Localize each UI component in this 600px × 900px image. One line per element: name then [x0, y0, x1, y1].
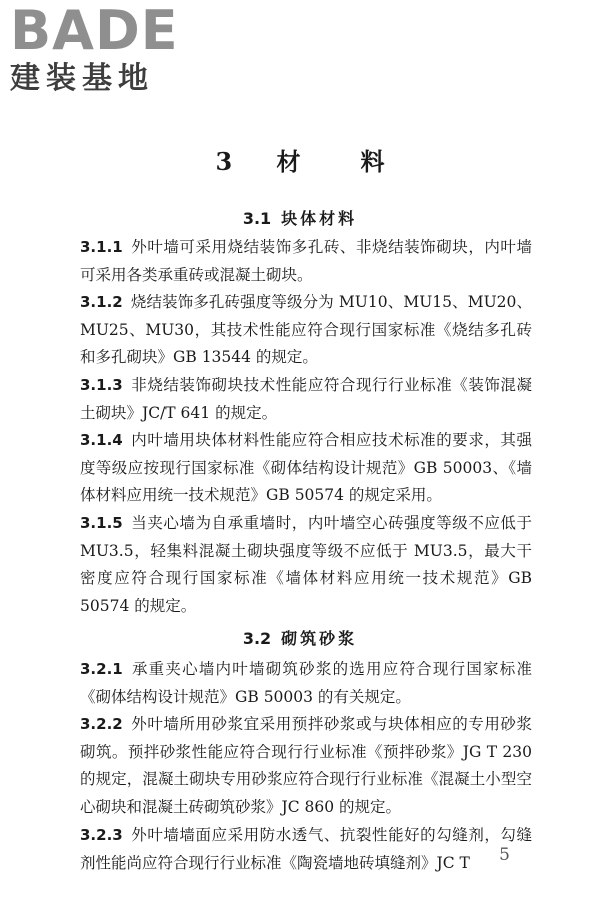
section-number: 3.2 [242, 629, 272, 648]
clause-text: 当夹心墙为自承重墙时，内叶墙空心砖强度等级不应低于 MU3.5，轻集料混凝土砌块强度等级不应低于 MU3.5，最大干密度应符合现行国家标准《墙体材料应用统一技术规范》GB 50574 的规定。 [80, 514, 532, 615]
section-title: 块体材料 [281, 209, 358, 228]
clause-text: 外叶墙所用砂浆宜采用预拌砂浆或与块体相应的专用砂浆砌筑。预拌砂浆性能应符合现行行业标准《预拌砂浆》JG T 230 的规定，混凝土砌块专用砂浆应符合现行行业标准《混凝土小型空心砌块和混凝土砖砌筑砂浆》JC 860 的规定。 [80, 715, 532, 816]
clause-3-2-2 [80, 711, 532, 821]
clause-number: 3.1.1 [80, 238, 123, 256]
section-title: 砌筑砂浆 [281, 629, 358, 648]
clause-number: 3.2.1 [80, 660, 123, 678]
chapter-title: 3 材 料 [215, 147, 403, 176]
clause-text: 烧结装饰多孔砖强度等级分为 MU10、MU15、MU20、MU25、MU30，其技术性能应符合现行国家标准《烧结多孔砖和多孔砌块》GB 13544 的规定。 [80, 293, 532, 366]
page-number: 5 [499, 845, 510, 865]
clause-3-1-4 [80, 427, 532, 510]
clause-3-1-3 [80, 372, 532, 427]
clause-3-2-3 [80, 822, 532, 877]
section-number: 3.1 [242, 209, 272, 228]
clause-3-1-2 [80, 289, 532, 372]
clause-text: 外叶墙可采用烧结装饰多孔砖、非烧结装饰砌块，内叶墙可采用各类承重砖或混凝土砌块。 [80, 238, 532, 284]
clause-number: 3.1.4 [80, 431, 123, 449]
bade-logo [10, 0, 180, 96]
logo-subtitle: 建装基地 [10, 61, 154, 96]
clause-3-2-1 [80, 656, 532, 711]
clause-3-1-5 [80, 510, 532, 620]
clause-number: 3.1.2 [80, 293, 123, 311]
clause-text: 内叶墙用块体材料性能应符合相应技术标准的要求，其强度等级应按现行国家标准《砌体结构设计规范》GB 50003、《墙体材料应用统一技术规范》GB 50574 的规定采用。 [80, 431, 532, 504]
clause-number: 3.2.2 [80, 715, 123, 733]
clause-3-1-1 [80, 234, 532, 289]
logo-wordmark: BADE [10, 0, 179, 62]
clause-text: 非烧结装饰砌块技术性能应符合现行行业标准《装饰混凝土砌块》JC/T 641 的规定。 [80, 376, 532, 422]
clause-number: 3.2.3 [80, 826, 123, 844]
section-heading-3-1 [0, 206, 600, 229]
clause-number: 3.1.3 [80, 376, 123, 394]
clause-text: 外叶墙墙面应采用防水透气、抗裂性能好的勾缝剂，勾缝剂性能尚应符合现行行业标准《陶瓷墙地砖填缝剂》JC T [80, 826, 532, 872]
clause-text: 承重夹心墙内叶墙砌筑砂浆的选用应符合现行国家标准《砌体结构设计规范》GB 50003 的有关规定。 [80, 660, 532, 706]
clause-number: 3.1.5 [80, 514, 123, 532]
section-heading-3-2 [0, 626, 600, 649]
